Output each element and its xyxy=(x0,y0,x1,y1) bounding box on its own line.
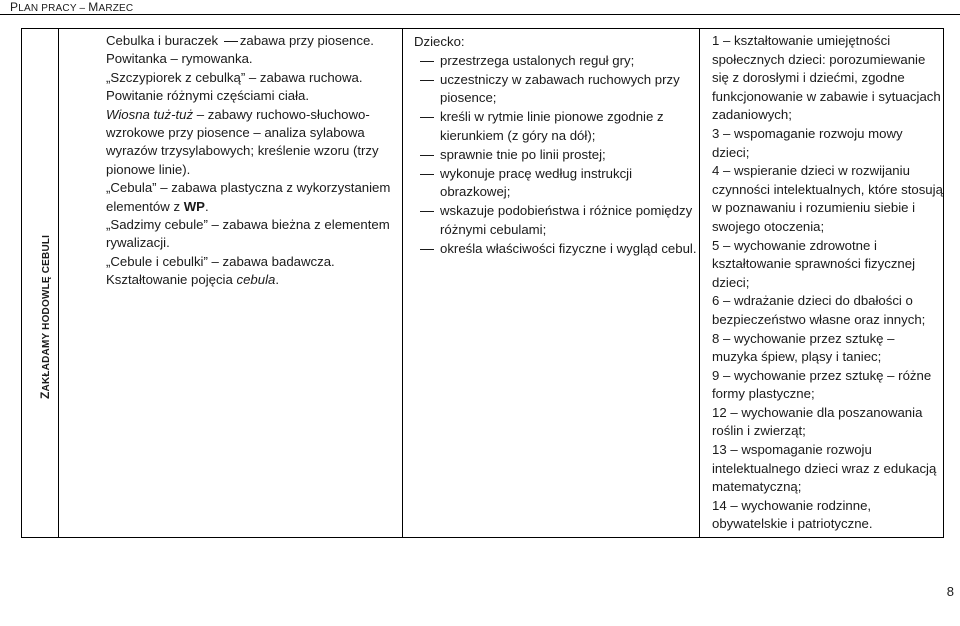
plan-table xyxy=(21,28,944,538)
goal-item: 6 – wdrażanie dzieci do dbałości o bezpieczeństwo własne oraz innych; xyxy=(712,293,926,327)
goal-item: 4 – wspieranie dzieci w rozwijaniu czynności intelektualnych, które stosują w poznawaniu i rozumieniu siebie i swojego otoczenia; xyxy=(712,163,943,234)
child-outcomes-cell xyxy=(403,29,700,538)
activity-text: „Cebule i cebulki” – zabawa badawcza. Kształtowanie pojęcia xyxy=(106,253,335,288)
activity-text: . xyxy=(275,272,280,288)
activity-item xyxy=(106,253,402,290)
activity-item xyxy=(106,69,402,106)
activity-item xyxy=(106,216,402,253)
activity-text: „Cebula” – zabawa plastyczna z wykorzystaniem elementów z xyxy=(106,180,391,214)
activity-text: „Szczypiorek z cebulką” – zabawa ruchowa. Powitanie różnymi częściami ciała. xyxy=(106,69,363,104)
goal-item: 9 – wychowanie przez sztukę – różne formy plastyczne; xyxy=(712,367,932,402)
goal-item: 3 – wspomaganie rozwoju mowy dzieci; xyxy=(712,125,903,160)
activities-cell xyxy=(59,29,403,538)
outcome-item: uczestniczy w zabawach ruchowych przy piosence; xyxy=(414,71,699,109)
section-title: ZAKŁADAMY HODOWLĘ CEBULI xyxy=(38,234,52,399)
dash-mark xyxy=(224,41,238,42)
page-number: 8 xyxy=(946,584,954,599)
goals-list xyxy=(700,29,943,534)
outcome-item: wykonuje pracę według instrukcji obrazkowej; xyxy=(414,165,699,203)
child-outcomes-list xyxy=(414,52,699,259)
child-heading: Dziecko: xyxy=(414,34,465,49)
activities-list xyxy=(59,29,402,290)
activity-text: „Sadzimy cebule” – zabawa bieżna z elementem rywalizacji. xyxy=(106,217,390,251)
goal-item: 5 – wychowanie zdrowotne i kształtowanie sprawności fizycznej dzieci; xyxy=(712,237,916,290)
goal-item: 12 – wychowanie dla poszanowania roślin i zwierząt; xyxy=(712,404,923,439)
outcome-item: określa właściwości fizyczne i wygląd cebul. xyxy=(414,240,699,259)
outcome-item: wskazuje podobieństwa i różnice pomiędzy różnymi cebulami; xyxy=(414,202,699,240)
outcome-item: przestrzega ustalonych reguł gry; xyxy=(414,52,699,71)
activity-text: . xyxy=(204,198,209,214)
activity-text: Wiosna tuż-tuż xyxy=(106,106,194,122)
section-title-cell xyxy=(22,29,59,538)
header-divider xyxy=(0,14,960,15)
outcome-item: kreśli w rytmie linie pionowe zgodnie z kierunkiem (z góry na dół); xyxy=(414,108,699,146)
outcome-item: sprawnie tnie po linii prostej; xyxy=(414,146,699,165)
activity-text: WP xyxy=(183,198,205,214)
activity-text: cebula xyxy=(236,272,276,288)
table-row xyxy=(22,29,944,538)
activity-item xyxy=(106,179,402,216)
goal-item: 1 – kształtowanie umiejętności społecznych dzieci: porozumiewanie się z dorosłymi i dziećmi, zgodne funkcjonowanie w zabawie i sytuacjach zadaniowych; xyxy=(712,33,941,123)
activity-text: zabawa przy piosence. xyxy=(239,33,374,48)
activity-text: Cebulka i buraczek xyxy=(106,33,222,48)
activity-item xyxy=(106,50,402,68)
activity-item xyxy=(106,106,402,180)
goal-item: 8 – wychowanie przez sztukę – muzyka śpiew, pląsy i taniec; xyxy=(712,330,895,365)
activity-text: Powitanka – rymowanka. xyxy=(106,51,253,67)
goals-cell xyxy=(700,29,944,538)
page-header: PLAN PRACY – MARZEC xyxy=(10,0,134,14)
activity-item xyxy=(106,32,402,50)
goal-item: 14 – wychowanie rodzinne, obywatelskie i patriotyczne. xyxy=(712,497,873,532)
activity-text: – zabawy ruchowo-słuchowo-wzrokowe przy piosence – analiza sylabowa wyrazów trzysylabowych; kreślenie wzoru (trzy pionowe linie). xyxy=(106,106,379,177)
goal-item: 13 – wspomaganie rozwoju intelektualnego dzieci wraz z edukacją matematyczną; xyxy=(712,442,937,495)
